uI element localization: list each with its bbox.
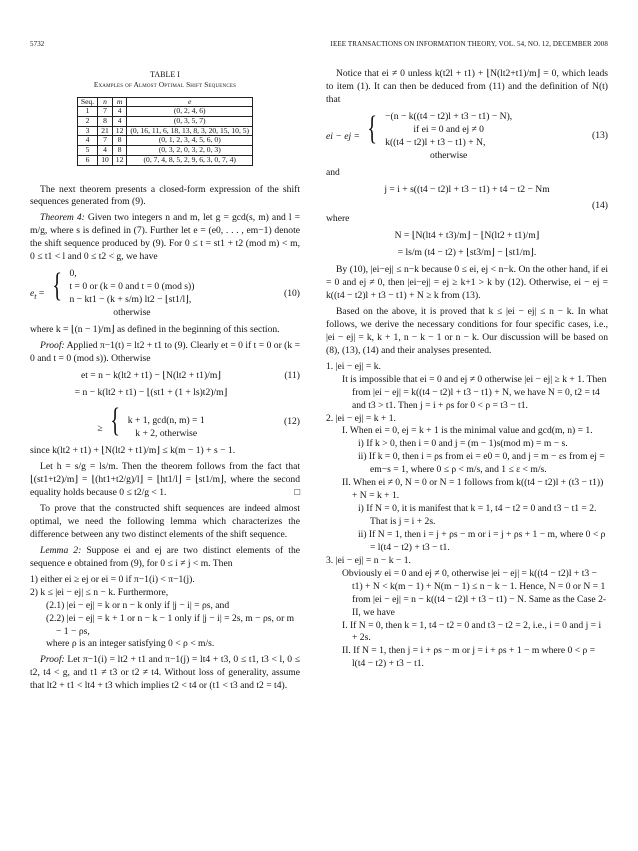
lemma-subitem: (2.2) |ei − ej| = k + 1 or n − k − 1 only if |j − i| = 2s, m − ρs, or m − 1 − ρs, — [46, 612, 295, 637]
theorem-4 — [30, 212, 300, 264]
table-header: e — [127, 97, 253, 107]
left-column — [30, 68, 300, 696]
table-caption: Examples of Almost Optimal Shift Sequences — [93, 80, 237, 89]
lemma-item: 1) either ei ≥ ej or ei = 0 if π−1(i) < π−1(j). — [30, 573, 195, 585]
table-cell: 1 — [77, 107, 97, 117]
table-label: TABLE I — [150, 70, 180, 79]
and-word: and — [326, 166, 340, 178]
case-heading: 1. |ei − ej| = k. — [326, 360, 381, 372]
table-cell: 6 — [77, 155, 97, 165]
eq10-cond1: t = 0 or (k = 0 and t = 0 (mod s)) — [69, 281, 195, 293]
table-cell: 4 — [98, 146, 113, 156]
case-text: I. When ei = 0, ej = k + 1 is the minimal value and gcd(m, n) = 1. — [342, 425, 593, 437]
lemma-where: where ρ is an integer satisfying 0 < ρ < m/s. — [46, 638, 215, 650]
table-cell: (0, 1, 2, 3, 4, 5, 6, 0) — [127, 136, 253, 146]
page-number: 5732 — [30, 40, 45, 48]
case-subtext: i) If N = 0, it is manifest that k = 1, t4 − t2 = 0 and t3 − t1 = 2. That is j = i + 2s. — [358, 503, 597, 527]
table-row — [77, 146, 252, 156]
qed-symbol: □ — [294, 487, 300, 499]
eq11-line: = n − k(lt2 + t1) − ⌊(st1 + (1 + ls)t2)/m⌋ — [74, 386, 228, 398]
table-cell: 2 — [77, 116, 97, 126]
case-subtext: ii) If N = 1, then i = j + ρs − m or i = j + ρs + 1 − m, where 0 < ρ = l(t4 − t2) + t3 − t1. — [358, 528, 606, 553]
eq10-case1: 0, — [69, 268, 77, 280]
proof-text: Applied π−1(t) = lt2 + t1 to (9). Clearly et = 0 if t = 0 or (k = 0 and t = 0 (mod s)). Otherwise — [30, 339, 301, 364]
table-header: m — [112, 97, 127, 107]
case-text: Obviously ei = 0 and ej ≠ 0, otherwise |ei − ej| = k((t4 − t2)l + t3 − t1) + N < k(m − 1) + N(m − 1) ≤ n − k − 1. Hence, N = 0 or N = 1 from |ei − ej| = n − k((t4 − t2)l + t3 − t1) − N. Same as the Case 2-II, we have — [342, 567, 607, 618]
lemma-label: Lemma 2: — [40, 544, 82, 556]
table-row — [77, 107, 252, 117]
right-column — [326, 68, 608, 674]
eq13-cond1: if ei = 0 and ej ≠ 0 — [413, 123, 484, 135]
proof-text: Let π−1(i) = lt2 + t1 and π−1(j) = lt4 + t3, 0 ≤ t1, t3 < l, 0 ≤ t2, t4 < g, and t1 ≠ t3 or t2 ≠ t4. Without loss of generality, assume that lt2 + t1 < lt4 + t3 which implies t2 < t4 or (t1 < t3 and t2 = t4). — [30, 654, 300, 692]
eq13-case1: −(n − k((t4 − t2)l + t3 − t1) − N), — [385, 110, 513, 122]
table-cell: 7 — [98, 107, 113, 117]
case-list — [326, 361, 608, 672]
where-k-paragraph: where k = ⌊(n − 1)/m⌋ as defined in the beginning of this section. — [30, 323, 280, 335]
equation-14 — [326, 184, 608, 197]
proof2-paragraph — [30, 654, 300, 693]
table-cell: 4 — [112, 107, 127, 117]
table-row — [77, 155, 252, 165]
shift-sequence-table — [77, 97, 253, 166]
case-text: It is impossible that ei = 0 and ej ≠ 0 otherwise |ei − ej| ≥ k + 1. Then from |ei − ej| = k((t4 − t2)l + t3 − t1) + N, we have N = 0, t2 = t4 and t3 > t1. Then j = i + ρs for 0 < ρ = t3 − t1. — [342, 373, 607, 411]
since-line: since k(lt2 + t1) + ⌊N(lt2 + t1)/m⌋ ≤ k(m − 1) + s − 1. — [30, 445, 236, 457]
case-heading: 3. |ei − ej| = n − k − 1. — [326, 554, 411, 566]
let-h-paragraph: Let h = s/g = ls/m. Then the theorem follows from the fact that ⌊(st1+t2)/m⌋ = ⌊(ht1+t2/g)/l⌋ = ⌊ht1/l⌋ = ⌊st1/m⌋, where the second equality holds because 0 ≤ t2/g < 1. □ — [30, 461, 300, 499]
theorem-text: Given two integers n and m, let g = gcd(s, m) and l = m/g, where s is defined in (7). Further let e = (e0, . . . , em−1) denote the shift sequence produced by (9). For 0 ≤ t = st1 + t2 (mod m) < m, 0 ≤ t1 < l and 0 ≤ t2 < g, we have — [30, 212, 300, 263]
equation-10: $e_t$ = { 0, t = 0 or (k = 0 and t = 0 (mod s)) n − kt1 − (k + s/m) lt2 − ⌊st1/l⌋, otherwise (10) — [30, 267, 300, 318]
case-text: II. When ei ≠ 0, N = 0 or N = 1 follows from k((t4 − t2)l + (t3 − t1)) + N = k + 1. — [342, 477, 604, 502]
table-header: Seq. — [77, 97, 97, 107]
based-paragraph: Based on the above, it is proved that k ≤ |ei − ej| ≤ n − k. In what follows, we derive the necessary conditions for four specific cases, i.e., |ei − ej| = k, k + 1, n − k − 1 or n − k. Our discussion will be based on (8), (13), (14) and their analyses presented. — [326, 306, 608, 356]
equation-13: ei − ej = { −(n − k((t4 − t2)l + t3 − t1) − N), if ei = 0 and ej ≠ 0 k((t4 − t2)l + t3 − t1) + N, otherwise (13) — [326, 109, 608, 161]
lemma-item: 2) k ≤ |ei − ej| ≤ n − k. Furthermore, — [30, 586, 169, 598]
table-cell: (0, 7, 4, 8, 5, 2, 9, 6, 3, 0, 7, 4) — [127, 155, 253, 165]
notice-paragraph: Notice that ei ≠ 0 unless k(t2l + t1) + ⌊N(lt2+t1)/m⌋ = 0, which leads to item (1). It can then be deduced from (11) and the definition of N(t) that — [326, 68, 608, 105]
lemma-items — [30, 574, 300, 652]
case-heading: 2. |ei − ej| = k + 1. — [326, 412, 396, 424]
proof-label: Proof: — [40, 654, 65, 666]
equation-number: (13) — [592, 130, 608, 142]
table-cell: (0, 2, 4, 6) — [127, 107, 253, 117]
equation-12: ≥ { k + 1, gcd(n, m) = 1 k + 2, otherwise (12) — [97, 401, 300, 440]
table-header: n — [98, 97, 113, 107]
proof-paragraph — [30, 340, 300, 366]
equation-number: (14) — [592, 200, 608, 212]
table-cell: 10 — [98, 155, 113, 165]
table-cell: 12 — [112, 126, 127, 136]
table-cell: 7 — [98, 136, 113, 146]
table-cell: 21 — [98, 126, 113, 136]
eq10-cond2: otherwise — [113, 306, 151, 318]
case-subtext: i) If k > 0, then i = 0 and j = (m − 1)s(mod m) = m − s. — [358, 438, 568, 450]
table-cell: 8 — [112, 136, 127, 146]
table-cell: (0, 3, 2, 0, 3, 2, 0, 3) — [127, 146, 253, 156]
journal-title: IEEE TRANSACTIONS ON INFORMATION THEORY, VOL. 54, NO. 12, DECEMBER 2008 — [330, 40, 608, 48]
prove-paragraph: To prove that the constructed shift sequences are indeed almost optimal, we need the following lemma which characterizes the difference between any two distinct elements of the shift sequence. — [30, 503, 300, 540]
equation-N2 — [326, 247, 608, 260]
theorem-label: Theorem 4: — [40, 212, 85, 224]
case-text: II. If N = 1, then j = i + ρs − m or j = i + ρs + 1 − m where 0 < ρ = l(t4 − t2) + t3 − t1. — [342, 645, 596, 670]
table-cell: 4 — [112, 116, 127, 126]
table-cell: 12 — [112, 155, 127, 165]
proof-label: Proof: — [40, 339, 65, 351]
lemma-text: Suppose ei and ej are two distinct elements of the sequence e obtained from (9), for 0 ≤ i ≠ j < m. Then — [30, 544, 301, 569]
equation-11b — [30, 387, 300, 400]
intro-paragraph: The next theorem presents a closed-form expression of the shift sequences generated from (9). — [30, 183, 300, 208]
table-cell: (0, 16, 11, 6, 18, 13, 8, 3, 20, 15, 10, 5) — [127, 126, 253, 136]
eq11-line: et = n − k(lt2 + t1) − ⌊N(lt2 + t1)/m⌋ — [80, 369, 222, 381]
equation-number: (10) — [284, 287, 300, 299]
eqN-line1: N = ⌊N(lt4 + t3)/m⌋ − ⌊N(lt2 + t1)/m⌋ — [394, 230, 540, 242]
eq12-case2: k + 2, otherwise — [135, 428, 198, 440]
eq13-cond2: otherwise — [430, 149, 468, 161]
table-cell: 4 — [77, 136, 97, 146]
eq13-lhs: ei − ej = — [326, 130, 360, 142]
equation-N — [326, 230, 608, 243]
table-cell: 8 — [112, 146, 127, 156]
eq13-case2: k((t4 − t2)l + t3 − t1) + N, — [385, 136, 486, 148]
by10-paragraph: By (10), |ei−ej| ≤ n−k because 0 ≤ ei, ej < n−k. On the other hand, if ei = 0 and ej ≠ 0, then |ei−ej| = ej ≥ k+1 > k by (12). Otherwise, ei − ej = k((t4 − t2)l + t3 − t1) + N ≥ k from (13). — [326, 264, 608, 302]
eq14-line: j = i + s((t4 − t2)l + t3 − t1) + t4 − t2 − Nm — [384, 183, 550, 195]
eqN-line2: = ls/m (t4 − t2) + ⌊st3/m⌋ − ⌊st1/m⌋. — [397, 247, 537, 259]
lemma-2 — [30, 545, 300, 571]
table-cell: 3 — [77, 126, 97, 136]
eq12-case1: k + 1, gcd(n, m) = 1 — [127, 415, 205, 427]
table-cell: 8 — [98, 116, 113, 126]
case-subtext: ii) If k = 0, then i = ρs from ei = e0 = 0, and j = m − εs from ej = em−s = 1, where 0 ≤ ρ < m/s, and 1 ≤ ε < m/s. — [358, 451, 605, 476]
equation-number: (12) — [284, 416, 300, 427]
eq10-case2: n − kt1 − (k + s/m) lt2 − ⌊st1/l⌋, — [69, 294, 192, 306]
equation-number: (11) — [284, 369, 300, 381]
lemma-subitem: (2.1) |ei − ej| = k or n − k only if |j − i| = ρs, and — [46, 599, 230, 611]
table-cell: (0, 3, 5, 7) — [127, 116, 253, 126]
where-word: where — [326, 213, 350, 225]
table-row — [77, 116, 252, 126]
table-cell: 5 — [77, 146, 97, 156]
case-text: I. If N = 0, then k = 1, t4 − t2 = 0 and t3 − t2 = 2, i.e., i = 0 and j = i + 2s. — [342, 619, 602, 644]
equation-11 — [30, 370, 300, 383]
